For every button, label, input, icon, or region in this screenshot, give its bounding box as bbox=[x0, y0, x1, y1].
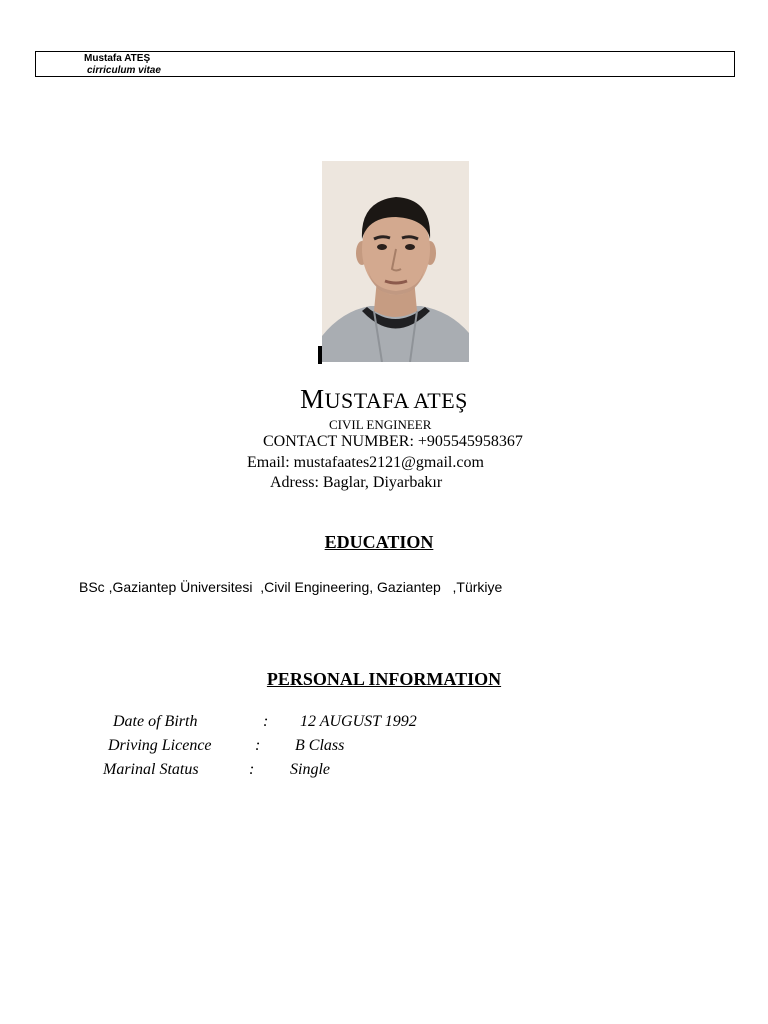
name-initial: M bbox=[300, 384, 325, 414]
personal-info-heading: PERSONAL INFORMATION bbox=[266, 669, 502, 689]
row-value: 12 AUGUST 1992 bbox=[300, 713, 417, 730]
row-colon: : bbox=[263, 713, 269, 730]
row-colon: : bbox=[249, 761, 255, 778]
header-name: Mustafa ATEŞ bbox=[84, 53, 151, 64]
row-label: Driving Licence bbox=[108, 737, 212, 754]
education-entry: BSc ,Gaziantep Üniversitesi ,Civil Engineering, Gaziantep ,Türkiye bbox=[79, 579, 503, 595]
row-value: B Class bbox=[295, 737, 345, 754]
education-heading: EDUCATION bbox=[324, 532, 434, 552]
name-rest: USTAFA ATEŞ bbox=[324, 388, 468, 413]
portrait-image bbox=[322, 161, 469, 362]
page-header bbox=[35, 51, 735, 77]
profile-photo bbox=[322, 161, 469, 362]
photo-marker bbox=[318, 346, 322, 364]
contact-number: CONTACT NUMBER: +905545958367 bbox=[263, 433, 523, 450]
email-address: Email: mustafaates2121@gmail.com bbox=[247, 454, 484, 471]
row-label: Marinal Status bbox=[103, 761, 199, 778]
job-title: CIVIL ENGINEER bbox=[329, 417, 432, 432]
row-value: Single bbox=[290, 761, 330, 778]
row-colon: : bbox=[255, 737, 261, 754]
row-label: Date of Birth bbox=[113, 713, 198, 730]
header-subtitle: cirriculum vitae bbox=[87, 65, 161, 76]
home-address: Adress: Baglar, Diyarbakır bbox=[270, 474, 443, 491]
candidate-name bbox=[0, 384, 768, 415]
